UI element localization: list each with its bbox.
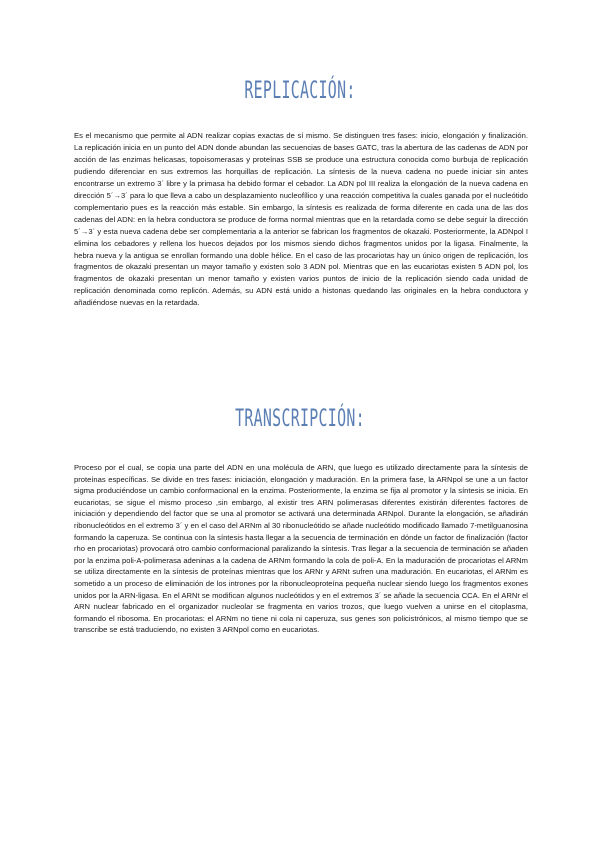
section-title-transcripcion: TRANSCRIPCIÓN: xyxy=(235,404,365,432)
section-title-replicacion: REPLICACIÓN: xyxy=(244,76,356,104)
section-body-replicacion: Es el mecanismo que permite al ADN realizar copias exactas de sí mismo. Se distinguen tres fases: inicio, elongación y finalización. La replicación inicia en un punto del ADN donde abundan las secuencias de bases GATC, tras la abertura de las cadenas de ADN por acción de las enzimas helicasas, topoisomerasas y proteínas SSB se produce una estructura conocida como burbuja de replicación pudiendo diferenciar en sus extremos las horquillas de replicación. La síntesis de la nueva cadena no puede iniciar sin antes encontrarse un extremo 3´ libre y la primasa ha debido formar el cebador. La ADN pol III realiza la elongación de la nueva cadena en dirección 5´→3´ para lo que lleva a cabo un desplazamiento nucleofílico y una reacción competitiva la cuales ganada por el nucleótido complementario pues es la reacción más estable. Sin embargo, la síntesis es realizada de forma diferente en cada una de las dos cadenas del ADN: en la hebra conductora se produce de forma normal mientras que en la retardada como se debe seguir la dirección 5´→3´ y esta nueva cadena debe ser complementaria a la anterior se fabrican los fragmentos de okazaki. Posteriormente, la ADNpol I elimina los cebadores y rellena los huecos dejados por los mismos siendo dichos fragmentos unidos por la ligasa. Finalmente, la hebra nueva y la antigua se enrollan formando una doble hélice. En el caso de las procariotas hay un único origen de replicación, los fragmentos de okazaki presentan un mayor tamaño y existen solo 3 ADN pol. Mientras que en las eucariotas existen 5 ADN pol, los fragmentos de okazaki presentan un menor tamaño y existen varios puntos de inicio de la replicación siendo cada unidad de replicación denominada como replicón. Además, su ADN está unido a histonas quedando las originales en la hebra conductora y añadiéndose nuevas en la retardada. xyxy=(74,131,528,308)
section-body-transcripcion: Proceso por el cual, se copia una parte del ADN en una molécula de ARN, que luego es utilizado directamente para la síntesis de proteínas específicas. Se divide en tres fases: iniciación, elongación y maduración. En la primera fase, la ARNpol se une a un factor sigma produciéndose un cambio conformacional en la enzima. Posteriormente, la enzima se fija al promotor y la síntesis se inicia. En eucariotas, se sigue el mismo proceso ,sin embargo, al existir tres ARN polimerasas diferentes existirán diferentes factores de iniciación y dependiendo del factor que se una al promotor se activará una determinada ARNpol. Durante la elongación, se añadirán ribonucleótidos en el extremo 3´ y en el caso del ARNm al 30 ribonucleótido se añade nucleótido modificado llamado 7-metilguanosina formando la caperuza. Se continua con la síntesis hasta llegar a la secuencia de terminación en dónde un factor de finalización (factor rho en procariotas) provocará otro cambio conformacional paralizando la síntesis. Tras llegar a la secuencia de terminación se añaden por la enzima poli-A-polimerasa adeninas a la cadena de ARNm formando la cola de poli-A. En la maduración de procariotas el ARNm se utiliza directamente en la síntesis de proteínas mientras que los ARNr y ARNt sufren una maduración. En eucariotas, el ARNm es sometido a un proceso de eliminación de los intrones por la ribonucleoproteína pequeña nuclear siendo luego los fragmentos exones unidos por la ARN-ligasa. En el ARNt se modifican algunos nucleótidos y en el extremos 3´ se añade la secuencia CCA. En el ARNr el ARN nuclear fabricado en el organizador nucleolar se fragmenta en varios trozos, que luego vuelven a unirse en el citoplasma, formando el ribosoma. En procariotas: el ARNm no tiene ni cola ni caperuza, sus genes son policistrónicos, al mismo tiempo que se transcribe se está traduciendo, no existen 3 ARNpol como en eucariotas. xyxy=(74,463,528,635)
